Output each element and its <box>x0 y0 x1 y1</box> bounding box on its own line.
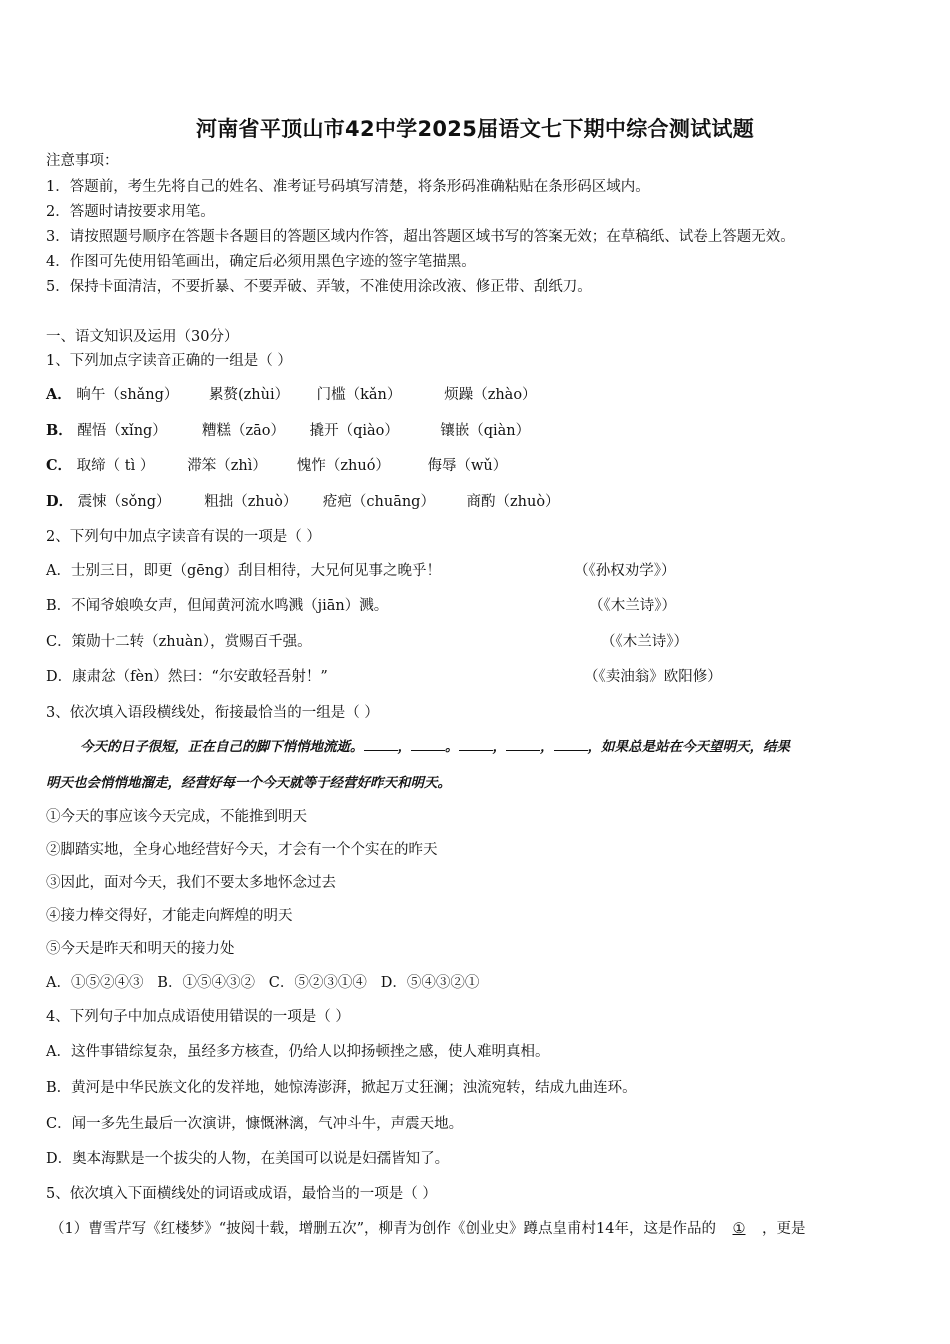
fill-blank <box>554 738 588 751</box>
section-heading: 一、语文知识及运用（30分） <box>46 329 239 345</box>
notice-item: 5．保持卡面清洁，不要折暴、不要弄破、弄皱，不准使用涂改液、修正带、刮纸刀。 <box>46 279 592 295</box>
option-item: 粗拙（zhuò） <box>204 494 298 510</box>
q3-sentence: ①今天的事应该今天完成，不能推到明天 <box>46 809 307 825</box>
q2-option-a: A．士别三日，即更（gēng）刮目相待，大兄何见事之晚乎！ <box>46 563 441 579</box>
q2-option-source: （《木兰诗》） <box>601 634 688 650</box>
question-1-stem: 1、下列加点字读音正确的一组是（ ） <box>46 353 292 369</box>
fill-blank <box>459 738 493 751</box>
option-item: 撬开（qiào） <box>309 423 399 439</box>
q4-option: C．闻一多先生最后一次演讲，慷慨淋漓，气冲斗牛，声震天地。 <box>46 1116 464 1132</box>
q4-option: B．黄河是中华民族文化的发祥地，她惊涛澎湃，掀起万丈狂澜；浊流宛转，结成九曲连环。 <box>46 1080 637 1096</box>
q3-options: A．①⑤②④③ B．①⑤④③② C．⑤②③①④ D．⑤④③②① <box>46 975 480 991</box>
question-2-stem: 2、下列句中加点字读音有误的一项是（ ） <box>46 529 321 545</box>
question-3-stem: 3、依次填入语段横线处，衔接最恰当的一组是（ ） <box>46 705 379 721</box>
question-5-stem: 5、依次填入下面横线处的词语或成语，最恰当的一项是（ ） <box>46 1186 437 1202</box>
fill-blank <box>364 738 398 751</box>
notice-heading: 注意事项： <box>46 153 119 169</box>
option-item: 愧怍（zhuó） <box>296 458 390 474</box>
option-item: 镶嵌（qiàn） <box>440 423 531 439</box>
option-item: 门槛（kǎn） <box>316 387 402 403</box>
option-label: C． <box>46 457 73 474</box>
question-4-stem: 4、下列句子中加点成语使用错误的一项是（ ） <box>46 1009 350 1025</box>
q5-item-1 <box>50 1220 806 1238</box>
q5-text: （1）曹雪芹写《红楼梦》“披阅十载，增删五次”，柳青为创作《创业史》蹲点皇甫村14年，这是作品的 <box>50 1221 716 1237</box>
option-item: 烦躁（zhào） <box>444 387 537 403</box>
option-item: 取缔（ tì ） <box>76 458 155 474</box>
option-item: 晌午（shǎng） <box>76 387 179 403</box>
fill-blank: ① <box>732 1221 746 1237</box>
option-item: 醒悟（xǐng） <box>77 423 167 439</box>
option-label: B． <box>46 422 73 439</box>
fill-blank <box>506 738 540 751</box>
option-item: 侮辱（wǔ） <box>427 458 508 474</box>
fill-blank <box>411 738 445 751</box>
q2-option-c: C．策勋十二转（zhuàn），赏赐百千强。 <box>46 634 312 650</box>
q4-option: D．奥本海默是一个拔尖的人物，在美国可以说是妇孺皆知了。 <box>46 1151 450 1167</box>
q1-option-c <box>46 457 507 475</box>
q3-sentence: ③因此，面对今天，我们不要太多地怀念过去 <box>46 875 336 891</box>
q2-option-d: D．康肃忿（fèn）然曰：“尔安敢轻吾射！” <box>46 669 328 685</box>
q3-passage-line2: 明天也会悄悄地溜走，经营好每一个今天就等于经营好昨天和明天。 <box>46 775 451 791</box>
option-item: 累赘(zhùi） <box>208 387 290 403</box>
passage-text: ，如果总是站在今天望明天，结果 <box>587 739 790 755</box>
option-item: 商酌（zhuò） <box>466 494 560 510</box>
notice-item: 2．答题时请按要求用笔。 <box>46 204 215 220</box>
option-label: D． <box>46 493 74 510</box>
q1-option-a <box>46 386 537 404</box>
notice-item: 1．答题前，考生先将自己的姓名、准考证号码填写清楚，将条形码准确粘贴在条形码区域内。 <box>46 179 650 195</box>
q2-option-source: （《孙权劝学》） <box>574 563 676 579</box>
q3-passage: 今天的日子很短，正在自己的脚下悄悄地流逝。 ， 。 ， ， ，如果总是站在今天望明天，结果 <box>80 739 790 755</box>
q1-option-d <box>46 493 560 511</box>
q5-text: ，更是 <box>762 1221 806 1237</box>
q3-sentence: ④接力棒交得好，才能走向辉煌的明天 <box>46 908 293 924</box>
q3-sentence: ②脚踏实地，全身心地经营好今天，才会有一个个实在的昨天 <box>46 842 438 858</box>
option-item: 滞笨（zhì） <box>187 458 267 474</box>
passage-text: 今天的日子很短，正在自己的脚下悄悄地流逝。 <box>80 739 364 755</box>
q2-option-source: （《卖油翁》欧阳修） <box>584 669 722 685</box>
option-item: 震悚（sǒng） <box>77 494 171 510</box>
q2-option-source: （《木兰诗》） <box>589 598 676 614</box>
q4-option: A．这件事错综复杂，虽经多方核查，仍给人以抑扬顿挫之感，使人难明真相。 <box>46 1044 550 1060</box>
option-item: 糟糕（zāo） <box>201 423 285 439</box>
page-title: 河南省平顶山市42中学2025届语文七下期中综合测试试题 <box>195 117 755 141</box>
notice-item: 4．作图可先使用铅笔画出，确定后必须用黑色字迹的签字笔描黑。 <box>46 254 476 270</box>
q1-option-b <box>46 422 530 440</box>
option-label: A． <box>46 386 72 403</box>
notice-item: 3．请按照题号顺序在答题卡各题目的答题区域内作答，超出答题区域书写的答案无效；在草稿纸、试卷上答题无效。 <box>46 229 795 245</box>
q3-sentence: ⑤今天是昨天和明天的接力处 <box>46 941 235 957</box>
option-item: 疮疤（chuāng） <box>322 494 435 510</box>
q2-option-b: B．不闻爷娘唤女声，但闻黄河流水鸣溅（jiān）溅。 <box>46 598 389 614</box>
